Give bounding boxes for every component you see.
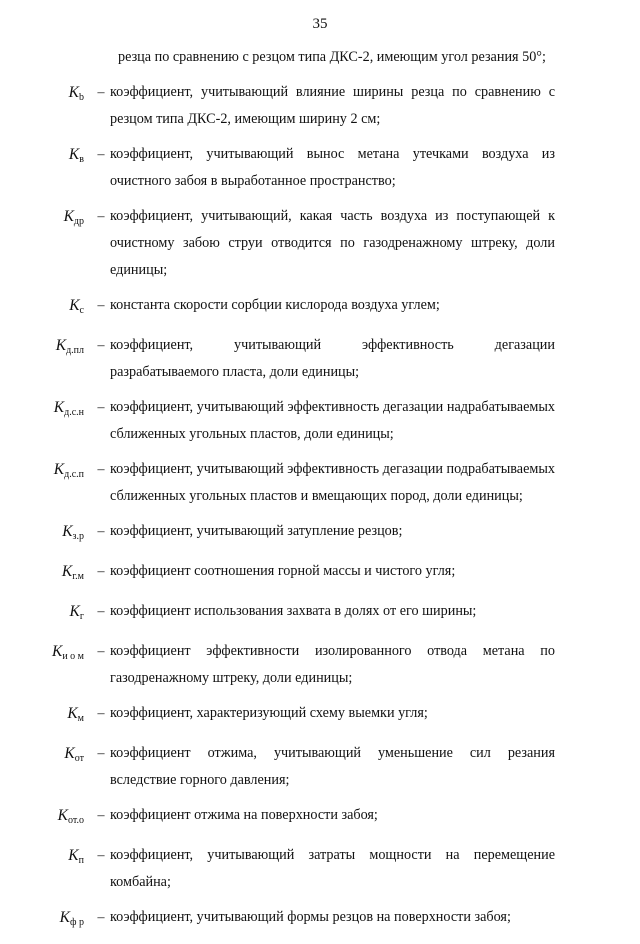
dash-separator: – xyxy=(97,604,105,619)
definition-entry xyxy=(0,394,640,448)
symbol xyxy=(0,802,92,834)
symbol-subscript: м xyxy=(77,713,84,724)
definition-text: коэффициент отжима, учитывающий уменьшение сил резания вследствие горного давления; xyxy=(110,745,555,788)
symbol-subscript: г xyxy=(79,611,84,622)
definition-text: коэффициент, учитывающий затупление резцов; xyxy=(110,523,403,539)
symbol-letter: K xyxy=(59,909,71,926)
definition-text: коэффициент, учитывающий эффективность дегазации подрабатываемых сближенных угольных пластов и вмещающих пород, доли единицы; xyxy=(110,461,555,504)
dash-separator: – xyxy=(97,400,105,415)
symbol xyxy=(0,558,92,590)
definition-entry xyxy=(0,740,640,794)
symbol-subscript: b xyxy=(79,92,84,103)
definition-entry xyxy=(0,598,640,630)
symbol-subscript: д.с.н xyxy=(64,407,84,418)
definition-text: коэффициент эффективности изолированного отвода метана по газодренажному штреку, доли единицы; xyxy=(110,643,555,686)
definition-entry xyxy=(0,842,640,896)
definition-entry xyxy=(0,638,640,692)
symbol xyxy=(0,394,92,426)
symbol-letter: K xyxy=(62,523,73,540)
definition-text: коэффициент отжима на поверхности забоя; xyxy=(110,807,378,823)
definition-entry xyxy=(0,802,640,834)
symbol xyxy=(0,842,92,874)
continuation-text: резца по сравнению с резцом типа ДКС-2, имеющим угол резания 50°; xyxy=(118,49,546,65)
definition-text: коэффициент, учитывающий эффективность дегазации разрабатываемого пласта, доли единицы; xyxy=(110,337,555,380)
symbol-subscript: от xyxy=(74,753,84,764)
symbol-letter: K xyxy=(69,603,80,620)
symbol xyxy=(0,141,92,173)
symbol-entries xyxy=(0,79,640,936)
symbol-subscript: д.пл xyxy=(66,345,84,356)
symbol-letter: K xyxy=(64,745,75,762)
symbol-letter: K xyxy=(55,337,67,354)
definition-text: коэффициент, учитывающий вынос метана утечками воздуха из очистного забоя в выработанное пространство; xyxy=(110,146,555,189)
definition-entry xyxy=(0,292,640,324)
definition-text: константа скорости сорбции кислорода воздуха углем; xyxy=(110,297,440,313)
definition-text: коэффициент, характеризующий схему выемки угля; xyxy=(110,705,428,721)
symbol xyxy=(0,904,92,936)
definition-text: коэффициент, учитывающий, какая часть воздуха из поступающей к очистному забою струи отводится по газодренажному штреку, доли единицы; xyxy=(110,208,555,278)
definition-entry xyxy=(0,518,640,550)
symbol xyxy=(0,332,92,364)
definition-entry xyxy=(0,700,640,732)
symbol-subscript: п xyxy=(78,855,84,866)
symbol-letter: K xyxy=(67,705,78,722)
definition-entry xyxy=(0,332,640,386)
definitions-list xyxy=(0,44,640,944)
definition-text: коэффициент, учитывающий эффективность дегазации надрабатываемых сближенных угольных пластов, доли единицы; xyxy=(110,399,555,442)
definition-text: коэффициент использования захвата в долях от его ширины; xyxy=(110,603,477,619)
dash-separator: – xyxy=(97,564,105,579)
dash-separator: – xyxy=(97,338,105,353)
definition-entry xyxy=(0,456,640,510)
symbol-letter: K xyxy=(68,84,79,101)
symbol-letter: K xyxy=(68,146,80,163)
dash-separator: – xyxy=(97,746,105,761)
symbol xyxy=(0,700,92,732)
dash-separator: – xyxy=(97,85,105,100)
definition-entry xyxy=(0,558,640,590)
dash-separator: – xyxy=(97,462,105,477)
symbol-subscript: от.о xyxy=(68,815,84,826)
symbol-subscript: в xyxy=(79,154,84,165)
symbol-letter: K xyxy=(61,563,73,580)
symbol-letter: K xyxy=(63,208,74,225)
symbol-subscript: с xyxy=(79,305,84,316)
symbol xyxy=(0,292,92,324)
symbol-subscript: и о м xyxy=(62,651,84,662)
dash-separator: – xyxy=(97,209,105,224)
symbol-subscript: з.р xyxy=(72,531,84,542)
definition-text: коэффициент, учитывающий влияние ширины резца по сравнению с резцом типа ДКС-2, имеющим ширину 2 см; xyxy=(110,84,555,127)
dash-separator: – xyxy=(97,910,105,925)
dash-separator: – xyxy=(97,524,105,539)
symbol-letter: K xyxy=(68,847,79,864)
symbol xyxy=(0,79,92,111)
symbol-letter: K xyxy=(53,461,65,478)
symbol xyxy=(0,518,92,550)
dash-separator: – xyxy=(97,848,105,863)
symbol-letter: K xyxy=(51,643,63,660)
dash-separator: – xyxy=(97,808,105,823)
symbol xyxy=(0,740,92,772)
definition-text: коэффициент, учитывающий формы резцов на поверхности забоя; xyxy=(110,909,511,925)
continuation-entry xyxy=(0,44,640,71)
symbol-letter: K xyxy=(57,807,68,824)
dash-separator: – xyxy=(97,644,105,659)
symbol-subscript: г.м xyxy=(72,571,84,582)
symbol-letter: K xyxy=(53,399,65,416)
page-number: 35 xyxy=(312,16,328,32)
symbol-letter: K xyxy=(69,297,80,314)
dash-separator: – xyxy=(97,298,105,313)
symbol-subscript: ф р xyxy=(70,917,84,928)
symbol-subscript: д.с.п xyxy=(64,469,84,480)
symbol xyxy=(0,638,92,670)
definition-text: коэффициент соотношения горной массы и чистого угля; xyxy=(110,563,456,579)
definition-entry xyxy=(0,904,640,936)
symbol xyxy=(0,456,92,488)
symbol-subscript: др xyxy=(73,216,84,227)
definition-entry xyxy=(0,141,640,195)
definition-text: коэффициент, учитывающий затраты мощности на перемещение комбайна; xyxy=(110,847,555,890)
definition-entry xyxy=(0,203,640,284)
symbol xyxy=(0,598,92,630)
symbol xyxy=(0,203,92,235)
definition-entry xyxy=(0,79,640,133)
dash-separator: – xyxy=(97,147,105,162)
dash-separator: – xyxy=(97,706,105,721)
